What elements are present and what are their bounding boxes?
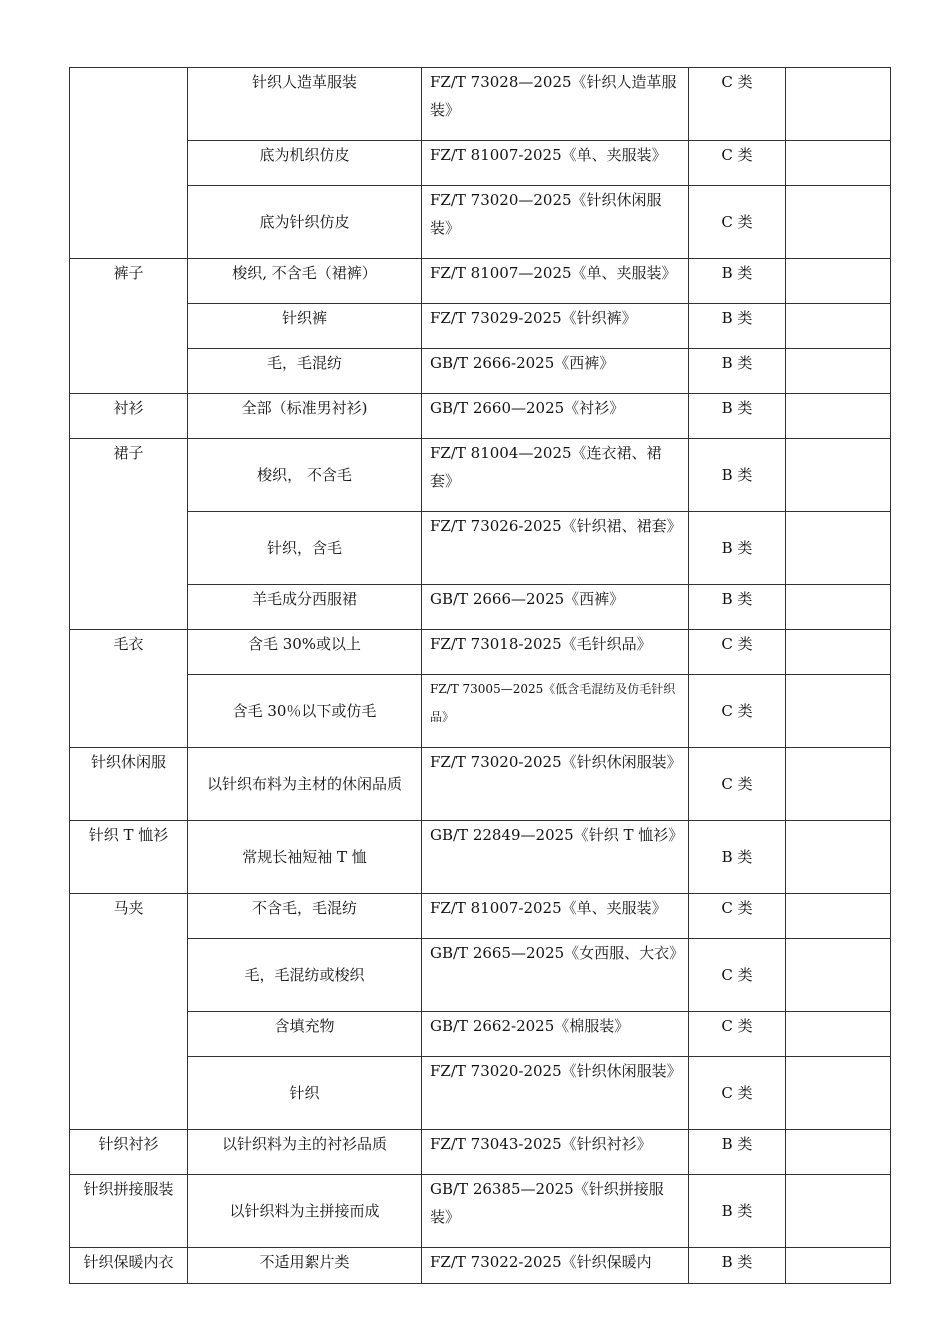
grade-cell: B 类 xyxy=(689,1175,786,1248)
standards-table xyxy=(69,67,891,1284)
table-row xyxy=(70,939,891,1012)
grade-cell: C 类 xyxy=(689,186,786,259)
table-row xyxy=(70,894,891,939)
table-row xyxy=(70,675,891,748)
table-row xyxy=(70,1175,891,1248)
subtype-cell: 羊毛成分西服裙 xyxy=(188,585,422,630)
note-cell xyxy=(786,304,891,349)
note-cell xyxy=(786,748,891,821)
note-cell xyxy=(786,630,891,675)
subtype-cell: 以针织料为主的衬衫品质 xyxy=(188,1130,422,1175)
standard-cell: FZ/T 73018-2025《毛针织品》 xyxy=(422,630,689,675)
standard-cell: GB/T 2666—2025《西裤》 xyxy=(422,585,689,630)
table-row xyxy=(70,349,891,394)
grade-cell: B 类 xyxy=(689,512,786,585)
note-cell xyxy=(786,259,891,304)
grade-cell: B 类 xyxy=(689,259,786,304)
table-row xyxy=(70,1057,891,1130)
subtype-cell: 针织人造革服装 xyxy=(188,68,422,141)
grade-cell: B 类 xyxy=(689,394,786,439)
category-cell: 针织拼接服装 xyxy=(70,1175,188,1248)
standard-cell: FZ/T 73043-2025《针织衬衫》 xyxy=(422,1130,689,1175)
subtype-cell: 梭织， 不含毛 xyxy=(188,439,422,512)
table-row xyxy=(70,304,891,349)
table-row xyxy=(70,141,891,186)
subtype-cell: 不含毛，毛混纺 xyxy=(188,894,422,939)
standard-cell: GB/T 2662-2025《棉服装》 xyxy=(422,1012,689,1057)
standard-cell: FZ/T 81007-2025《单、夹服装》 xyxy=(422,894,689,939)
subtype-cell: 针织 xyxy=(188,1057,422,1130)
table-row xyxy=(70,748,891,821)
grade-cell: C 类 xyxy=(689,748,786,821)
grade-cell: C 类 xyxy=(689,1012,786,1057)
grade-cell: B 类 xyxy=(689,304,786,349)
standard-cell: FZ/T 73022-2025《针织保暖内 xyxy=(422,1248,689,1284)
note-cell xyxy=(786,1175,891,1248)
table-row xyxy=(70,630,891,675)
subtype-cell: 以针织料为主拼接而成 xyxy=(188,1175,422,1248)
grade-cell: B 类 xyxy=(689,821,786,894)
category-cell: 针织保暖内衣 xyxy=(70,1248,188,1284)
category-cell: 针织 T 恤衫 xyxy=(70,821,188,894)
table-row xyxy=(70,585,891,630)
table-row xyxy=(70,68,891,141)
subtype-cell: 以针织布料为主材的休闲品质 xyxy=(188,748,422,821)
subtype-cell: 底为针织仿皮 xyxy=(188,186,422,259)
standard-cell: FZ/T 73005—2025《低含毛混纺及仿毛针织品》 xyxy=(422,675,689,748)
table-row xyxy=(70,186,891,259)
standard-cell: GB/T 22849—2025《针织 T 恤衫》 xyxy=(422,821,689,894)
category-cell: 裤子 xyxy=(70,259,188,394)
standard-cell: GB/T 2666-2025《西裤》 xyxy=(422,349,689,394)
note-cell xyxy=(786,186,891,259)
grade-cell: C 类 xyxy=(689,1057,786,1130)
category-cell: 马夹 xyxy=(70,894,188,1130)
subtype-cell: 毛，毛混纺或梭织 xyxy=(188,939,422,1012)
note-cell xyxy=(786,1012,891,1057)
standard-cell: FZ/T 73020—2025《针织休闲服装》 xyxy=(422,186,689,259)
subtype-cell: 常规长袖短袖 T 恤 xyxy=(188,821,422,894)
note-cell xyxy=(786,1248,891,1284)
note-cell xyxy=(786,821,891,894)
category-cell: 毛衣 xyxy=(70,630,188,748)
grade-cell: B 类 xyxy=(689,1130,786,1175)
standard-cell: FZ/T 73020-2025《针织休闲服装》 xyxy=(422,1057,689,1130)
standard-cell: FZ/T 73020-2025《针织休闲服装》 xyxy=(422,748,689,821)
standard-cell: FZ/T 81007—2025《单、夹服装》 xyxy=(422,259,689,304)
table-row xyxy=(70,1012,891,1057)
grade-cell: C 类 xyxy=(689,630,786,675)
grade-cell: B 类 xyxy=(689,439,786,512)
category-cell: 衬衫 xyxy=(70,394,188,439)
note-cell xyxy=(786,585,891,630)
category-cell: 裙子 xyxy=(70,439,188,630)
table-row xyxy=(70,512,891,585)
note-cell xyxy=(786,894,891,939)
subtype-cell: 不适用絮片类 xyxy=(188,1248,422,1284)
note-cell xyxy=(786,939,891,1012)
subtype-cell: 梭织, 不含毛（裙裤） xyxy=(188,259,422,304)
table-row xyxy=(70,394,891,439)
grade-cell: C 类 xyxy=(689,894,786,939)
subtype-cell: 含填充物 xyxy=(188,1012,422,1057)
grade-cell: C 类 xyxy=(689,939,786,1012)
note-cell xyxy=(786,1130,891,1175)
standard-cell: FZ/T 73026-2025《针织裙、裙套》 xyxy=(422,512,689,585)
standard-cell: FZ/T 73029-2025《针织裤》 xyxy=(422,304,689,349)
note-cell xyxy=(786,394,891,439)
grade-cell: C 类 xyxy=(689,675,786,748)
note-cell xyxy=(786,141,891,186)
standard-cell: GB/T 2660—2025《衬衫》 xyxy=(422,394,689,439)
subtype-cell: 含毛 30％以下或仿毛 xyxy=(188,675,422,748)
table-row xyxy=(70,1248,891,1284)
note-cell xyxy=(786,68,891,141)
standard-cell: GB/T 26385—2025《针织拼接服装》 xyxy=(422,1175,689,1248)
category-cell xyxy=(70,68,188,259)
standard-cell: FZ/T 81007-2025《单、夹服装》 xyxy=(422,141,689,186)
grade-cell: B 类 xyxy=(689,349,786,394)
category-cell: 针织衬衫 xyxy=(70,1130,188,1175)
subtype-cell: 全部（标准男衬衫) xyxy=(188,394,422,439)
subtype-cell: 针织裤 xyxy=(188,304,422,349)
subtype-cell: 底为机织仿皮 xyxy=(188,141,422,186)
grade-cell: C 类 xyxy=(689,68,786,141)
grade-cell: C 类 xyxy=(689,141,786,186)
grade-cell: B 类 xyxy=(689,1248,786,1284)
subtype-cell: 毛，毛混纺 xyxy=(188,349,422,394)
grade-cell: B 类 xyxy=(689,585,786,630)
standard-cell: FZ/T 73028—2025《针织人造革服装》 xyxy=(422,68,689,141)
table-row xyxy=(70,1130,891,1175)
note-cell xyxy=(786,1057,891,1130)
note-cell xyxy=(786,675,891,748)
note-cell xyxy=(786,439,891,512)
category-cell: 针织休闲服 xyxy=(70,748,188,821)
note-cell xyxy=(786,349,891,394)
table-row xyxy=(70,821,891,894)
standard-cell: FZ/T 81004—2025《连衣裙、裙套》 xyxy=(422,439,689,512)
table-row xyxy=(70,439,891,512)
table-row xyxy=(70,259,891,304)
note-cell xyxy=(786,512,891,585)
subtype-cell: 针织，含毛 xyxy=(188,512,422,585)
subtype-cell: 含毛 30%或以上 xyxy=(188,630,422,675)
standard-cell: GB/T 2665—2025《女西服、大衣》 xyxy=(422,939,689,1012)
